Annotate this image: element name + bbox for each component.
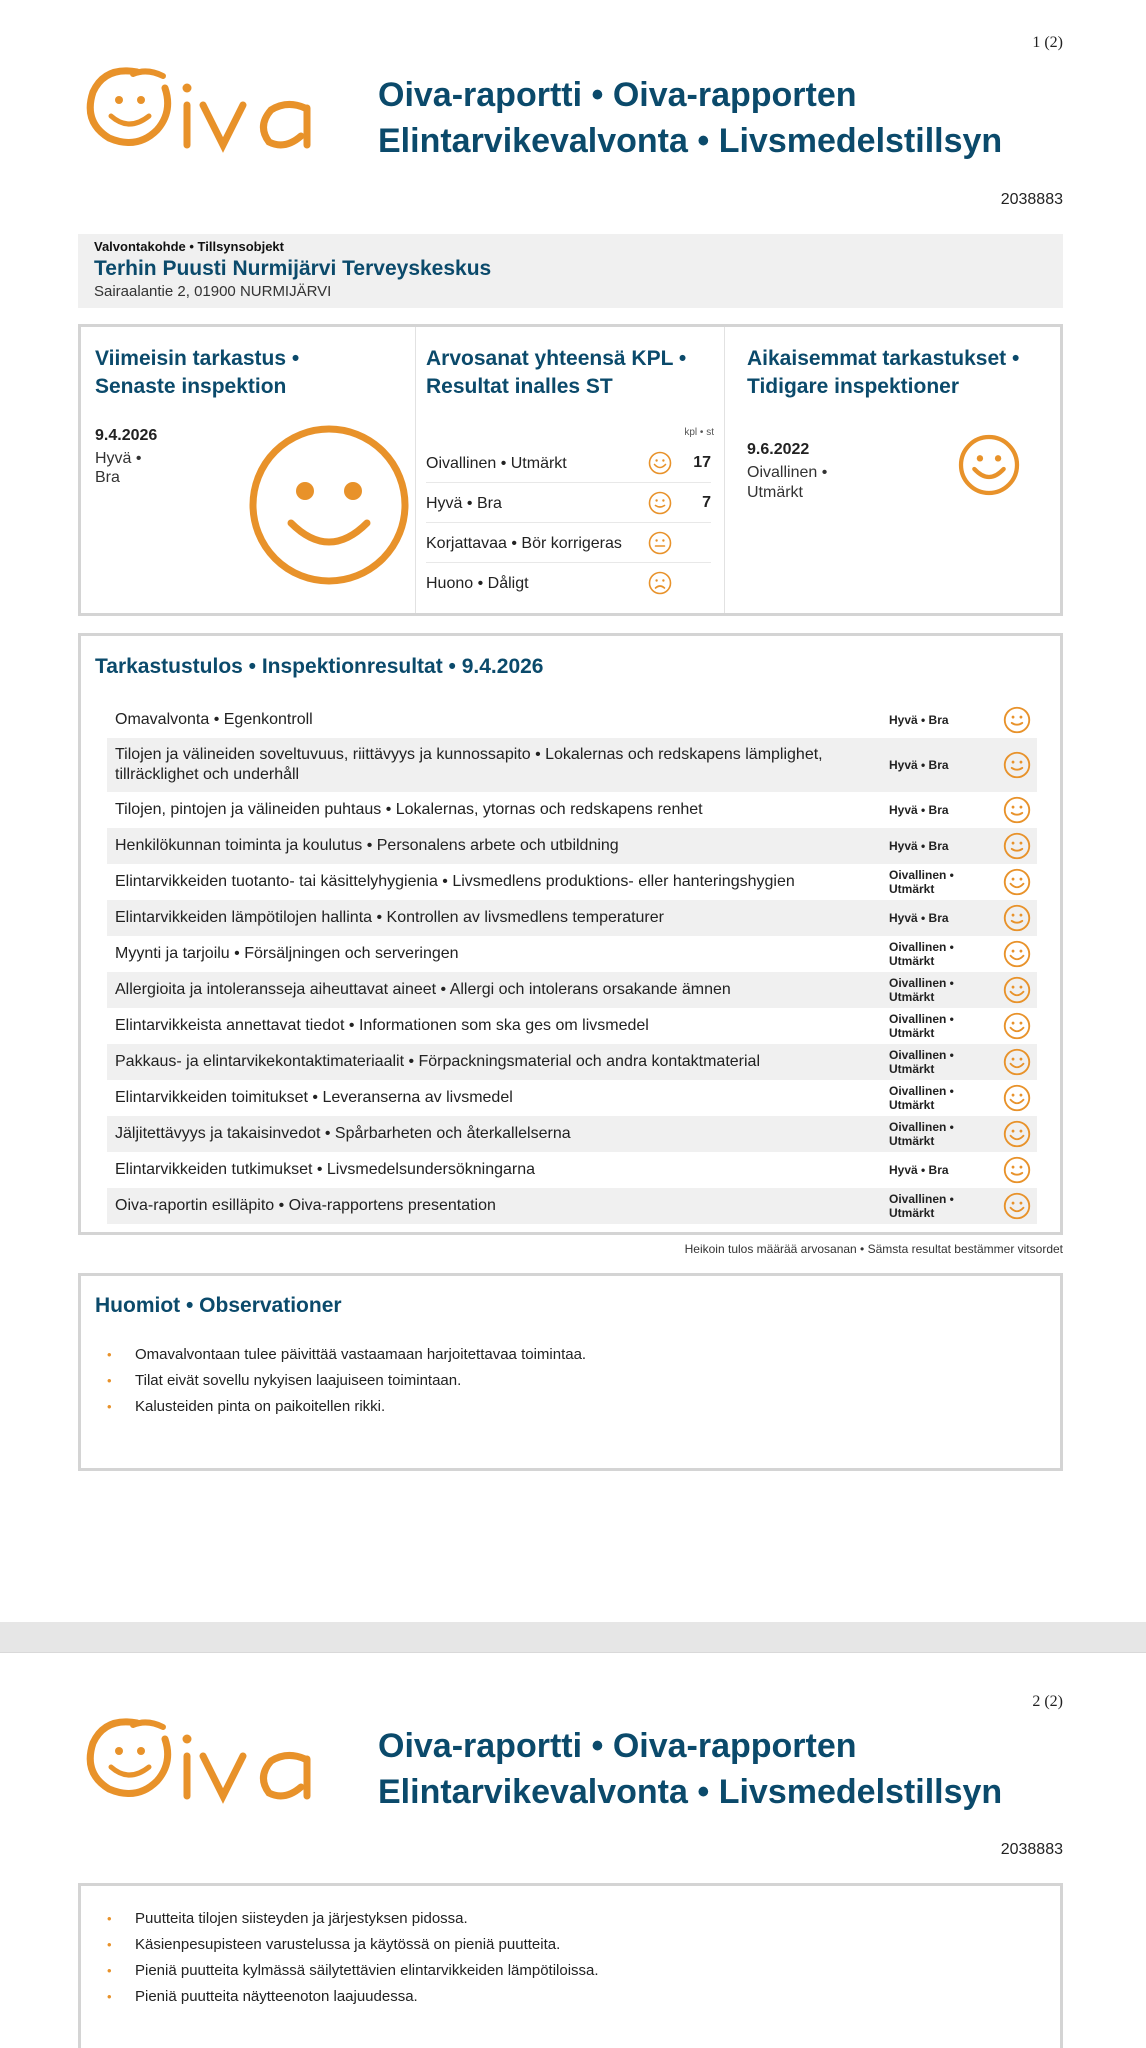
report-title-line1: Oiva-raportti • Oiva-rapporten xyxy=(378,1727,857,1765)
latest-grade-fi: Hyvä • xyxy=(95,450,142,467)
grade-line2: Utmärkt xyxy=(889,1062,935,1076)
result-area: Allergioita ja intoleransseja aiheuttavat aineet • Allergi och intolerans orsakande ämnen xyxy=(115,981,731,998)
latest-inspection xyxy=(95,327,405,613)
grade-line1: Oivallinen • xyxy=(889,1012,954,1026)
observations-continued-box xyxy=(78,1883,1063,2048)
totals-row-label: Huono • Dåligt xyxy=(426,575,529,592)
grade-totals-title xyxy=(426,345,686,401)
result-area: Tilojen, pintojen ja välineiden puhtaus • Lokalernas, ytornas och redskapens renhet xyxy=(115,801,703,818)
smiley-excellent-icon xyxy=(957,433,1021,497)
latest-inspection-grade xyxy=(95,449,165,487)
previous-inspection-grade xyxy=(747,463,857,503)
report-title xyxy=(378,1723,1002,1815)
result-row xyxy=(107,828,1037,864)
latest-inspection-date: 9.4.2026 xyxy=(95,427,158,444)
result-row xyxy=(107,900,1037,936)
grade-line1: Hyvä • Bra xyxy=(889,911,949,925)
results-title: Tarkastustulos • Inspektionresultat • 9.4.2026 xyxy=(95,655,544,678)
grade-line2: Utmärkt xyxy=(889,990,935,1004)
observations-title: Huomiot • Observationer xyxy=(95,1294,342,1317)
grade-line1: Hyvä • Bra xyxy=(889,758,949,772)
result-row xyxy=(107,702,1037,738)
previous-grade-fi: Oivallinen • xyxy=(747,464,828,481)
observations-list xyxy=(101,1342,586,1420)
grade-line1: Oivallinen • xyxy=(889,940,954,954)
grade-totals xyxy=(415,327,725,613)
previous-inspections-title xyxy=(747,345,1019,401)
smiley-excellent-icon xyxy=(1003,976,1031,1004)
target-address: Sairaalantie 2, 01900 NURMIJÄRVI xyxy=(94,283,332,300)
page-number: 2 (2) xyxy=(1032,1693,1063,1710)
observation-item: • Omavalvontaan tulee päivittää vastaamaan harjoitettavaa toimintaa. xyxy=(101,1342,586,1368)
smiley-excellent-icon xyxy=(648,451,672,475)
observation-item: • Pieniä puutteita kylmässä säilytettävien elintarvikkeiden lämpötiloissa. xyxy=(101,1958,599,1984)
result-row xyxy=(107,1008,1037,1044)
observation-item: • Puutteita tilojen siisteyden ja järjestyksen pidossa. xyxy=(101,1906,599,1932)
result-row xyxy=(107,1044,1037,1080)
smiley-good-icon xyxy=(1003,832,1031,860)
result-grade xyxy=(889,1192,974,1220)
smiley-excellent-icon xyxy=(1003,1048,1031,1076)
result-area: Elintarvikkeiden toimitukset • Leveranserna av livsmedel xyxy=(115,1089,513,1106)
latest-inspection-title xyxy=(95,345,299,401)
oiva-logo xyxy=(75,1701,350,1811)
totals-title-sv: Resultat inalles ST xyxy=(426,375,613,398)
result-area: Tilojen ja välineiden soveltuvuus, riittävyys ja kunnossapito • Lokalernas och redskapens lämplighet, tillräcklighet och underhåll xyxy=(115,746,823,783)
smiley-good-icon xyxy=(648,491,672,515)
inspection-target xyxy=(78,234,1063,308)
report-title-line2: Elintarvikevalvonta • Livsmedelstillsyn xyxy=(378,122,1003,160)
smiley-excellent-icon xyxy=(1003,868,1031,896)
result-area: Henkilökunnan toiminta ja koulutus • Personalens arbete och utbildning xyxy=(115,837,619,854)
previous-title-fi: Aikaisemmat tarkastukset • xyxy=(747,347,1020,370)
page-separator xyxy=(0,1622,1146,1652)
grade-line2: Utmärkt xyxy=(889,1098,935,1112)
observation-item: • Kalusteiden pinta on paikoitellen rikki. xyxy=(101,1394,586,1420)
totals-row-to-correct xyxy=(426,523,711,563)
grade-line1: Oivallinen • xyxy=(889,1192,954,1206)
smiley-neutral-icon xyxy=(648,531,672,555)
latest-grade-sv: Bra xyxy=(95,469,120,486)
inspection-results-box xyxy=(78,633,1063,1235)
result-grade xyxy=(889,758,974,772)
result-grade xyxy=(889,1120,974,1148)
result-row xyxy=(107,936,1037,972)
smiley-good-large-icon xyxy=(247,423,411,587)
smiley-excellent-icon xyxy=(1003,1084,1031,1112)
smiley-good-icon xyxy=(1003,1156,1031,1184)
totals-row-label: Oivallinen • Utmärkt xyxy=(426,455,567,472)
result-grade xyxy=(889,940,974,968)
result-area: Elintarvikkeista annettavat tiedot • Informationen som ska ges om livsmedel xyxy=(115,1017,649,1034)
grade-line2: Utmärkt xyxy=(889,1026,935,1040)
result-area: Elintarvikkeiden lämpötilojen hallinta • Kontrollen av livsmedlens temperaturer xyxy=(115,909,664,926)
grade-line1: Oivallinen • xyxy=(889,976,954,990)
grade-line1: Oivallinen • xyxy=(889,1120,954,1134)
result-area: Elintarvikkeiden tutkimukset • Livsmedelsundersökningarna xyxy=(115,1161,536,1178)
result-row xyxy=(107,1116,1037,1152)
result-row xyxy=(107,1188,1037,1224)
grade-line1: Oivallinen • xyxy=(889,1084,954,1098)
smiley-excellent-icon xyxy=(1003,1120,1031,1148)
smiley-good-icon xyxy=(1003,796,1031,824)
page-number: 1 (2) xyxy=(1032,34,1063,51)
grade-line1: Oivallinen • xyxy=(889,868,954,882)
target-label: Valvontakohde • Tillsynsobjekt xyxy=(94,239,284,254)
oiva-logo xyxy=(75,50,350,160)
results-table xyxy=(107,702,1037,1224)
smiley-excellent-icon xyxy=(1003,1192,1031,1220)
grade-line1: Hyvä • Bra xyxy=(889,1163,949,1177)
result-area: Oiva-raportin esilläpito • Oiva-rapportens presentation xyxy=(115,1197,496,1214)
previous-title-sv: Tidigare inspektioner xyxy=(747,375,959,398)
result-grade xyxy=(889,868,974,896)
result-grade xyxy=(889,976,974,1004)
grade-line1: Hyvä • Bra xyxy=(889,713,949,727)
totals-row-poor xyxy=(426,563,711,603)
totals-row-label: Korjattavaa • Bör korrigeras xyxy=(426,535,622,552)
observations-box xyxy=(78,1273,1063,1471)
result-grade xyxy=(889,1012,974,1040)
grade-line2: Utmärkt xyxy=(889,954,935,968)
result-row xyxy=(107,864,1037,900)
result-grade xyxy=(889,1084,974,1112)
smiley-excellent-icon xyxy=(1003,940,1031,968)
result-area: Myynti ja tarjoilu • Försäljningen och serveringen xyxy=(115,945,459,962)
report-title xyxy=(378,72,1002,164)
totals-title-fi: Arvosanat yhteensä KPL • xyxy=(426,347,687,370)
observation-item: • Tilat eivät sovellu nykyisen laajuiseen toimintaan. xyxy=(101,1368,586,1394)
grade-line2: Utmärkt xyxy=(889,882,935,896)
result-area: Jäljitettävyys ja takaisinvedot • Spårbarheten och återkallelserna xyxy=(115,1125,571,1142)
count-unit: kpl • st xyxy=(684,427,714,438)
grade-line1: Hyvä • Bra xyxy=(889,803,949,817)
smiley-good-icon xyxy=(1003,904,1031,932)
result-row xyxy=(107,1152,1037,1188)
result-grade xyxy=(889,1048,974,1076)
result-grade xyxy=(889,713,974,727)
smiley-good-icon xyxy=(1003,751,1031,779)
previous-grade-sv: Utmärkt xyxy=(747,484,803,501)
smiley-excellent-icon xyxy=(1003,1012,1031,1040)
grade-line2: Utmärkt xyxy=(889,1134,935,1148)
result-row xyxy=(107,1080,1037,1116)
totals-row-label: Hyvä • Bra xyxy=(426,495,502,512)
observation-item: • Pieniä puutteita näytteenoton laajuudessa. xyxy=(101,1984,599,2010)
report-page-2 xyxy=(0,1652,1146,2048)
results-footnote: Heikoin tulos määrää arvosanan • Sämsta resultat bestämmer vitsordet xyxy=(684,1242,1063,1256)
result-row xyxy=(107,792,1037,828)
result-area: Pakkaus- ja elintarvikekontaktimateriaalit • Förpackningsmaterial och andra kontaktmaterial xyxy=(115,1053,761,1070)
smiley-bad-icon xyxy=(648,571,672,595)
result-area: Omavalvonta • Egenkontroll xyxy=(115,711,313,728)
totals-row-count: 17 xyxy=(693,454,711,471)
result-grade xyxy=(889,839,974,853)
report-title-line1: Oiva-raportti • Oiva-rapporten xyxy=(378,76,857,114)
result-grade xyxy=(889,911,974,925)
result-area: Elintarvikkeiden tuotanto- tai käsittelyhygienia • Livsmedlens produktions- eller hanteringshygien xyxy=(115,873,795,890)
totals-row-good xyxy=(426,483,711,523)
document-number: 2038883 xyxy=(1000,191,1063,208)
result-row xyxy=(107,972,1037,1008)
result-grade xyxy=(889,803,974,817)
result-row xyxy=(107,738,1037,792)
summary-box xyxy=(78,324,1063,616)
totals-row-count: 7 xyxy=(702,494,711,511)
target-name: Terhin Puusti Nurmijärvi Terveyskeskus xyxy=(94,257,492,280)
latest-title-sv: Senaste inspektion xyxy=(95,375,287,398)
latest-title-fi: Viimeisin tarkastus • xyxy=(95,347,300,370)
smiley-good-icon xyxy=(1003,706,1031,734)
grade-line1: Hyvä • Bra xyxy=(889,839,949,853)
observations-list xyxy=(101,1906,599,2010)
totals-row-excellent xyxy=(426,443,711,483)
result-grade xyxy=(889,1163,974,1177)
document-number: 2038883 xyxy=(1000,1841,1063,1858)
observation-item: • Käsienpesupisteen varustelussa ja käytössä on pieniä puutteita. xyxy=(101,1932,599,1958)
grade-line2: Utmärkt xyxy=(889,1206,935,1220)
previous-inspection-date: 9.6.2022 xyxy=(747,441,810,458)
previous-inspections xyxy=(735,327,1055,613)
report-title-line2: Elintarvikevalvonta • Livsmedelstillsyn xyxy=(378,1773,1003,1811)
grade-line1: Oivallinen • xyxy=(889,1048,954,1062)
